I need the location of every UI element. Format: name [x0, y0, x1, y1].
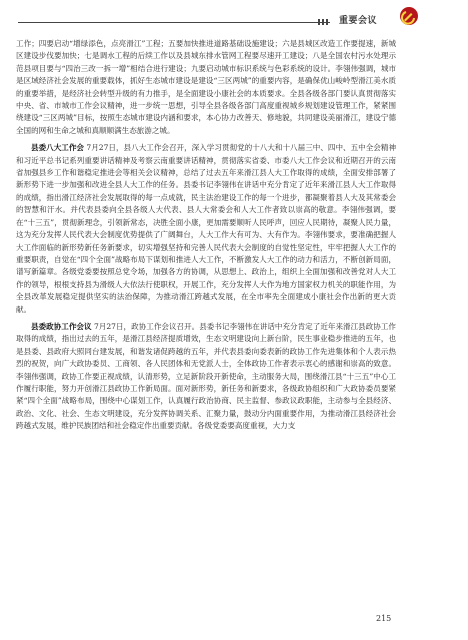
article-body: [16, 38, 396, 438]
section-name: 重要会议: [339, 16, 378, 26]
header-dots: [318, 19, 330, 25]
page-number: 215: [376, 614, 392, 623]
paragraph-npc-meeting: [16, 142, 396, 316]
paragraph-intro-text: 工作；四要启动“增绿添色，点亮滑江”工程；五要加快推进道路基础设施建设；六是县城区改造工作要提速，新城区建设步伐要加快；七是调水工程的后续工作以及县城东排水管网工程要尽速开工建设；八是全国农村污水处理示范县项目要与“四治三改一拆一增”相结合进行建设；九要启动城市标识系统与色彩系统的设计。李翎伟强调，城市是区域经济社会发展的重要载体，抓好生态城市建设是建设“三区两城”的重要内容，是确保优山峻岭型滑江美水质的重要举措，是经济社会转型升级的有力推手，是全面建设小康社会的本质要求。全县各级各部门要认真贯彻落实中央、省、市城市工作会议精神，进一步统一思想，引导全县各级各部门高度重视城乡规划建设管理工作，紧紧围绕建设“三区两城”目标，按照生态城市建设内涵和要求，本心协力改善天、修地貌，共同建设美丽滑江，建设宁德全国的网和生命之城和真顺顺满生态旅游之城。: [16, 39, 396, 135]
party-emblem-icon: [399, 6, 419, 26]
header-rule: [18, 22, 330, 23]
paragraph-cppcc-meeting-text: 7月27日，政协工作会议召开。县委书记李翎伟在讲话中充分肯定了近年来滑江县政协工作取得的成绩，指出过去的五年，是滑江县经济提质增效，生态文明建设向上新台阶，民生事业稳步推进的五年，也是县委、县政府大照同台建发展，和谐发诸促跨越的五年，并代表县委向委表新的政协工作先进集体和个人表示热烈的祝贺，向广大政协委员、工商领、各人民团体和无党派人士，全体政协工作者表示衷心的感谢和崇高的致意。李翎伟强调，政协工作要正视成绩，认清形势，立足新阶段开新使命，主动服务大局，围绕滑江县“十三五”中心工作履行职能，努力开创滑江县政协工作新局面。面对新形势，新任务和新要求，各级政协组织和广大政协委员要紧紧“四个全面”战略布局，围绕中心谋划工作，认真履行政治协商、民主监督、参政议政职能，主动参与全县经济、政治、文化、社会、生态文明建设，充分发挥协调关系、汇聚力量，鼓动分内面重要作用，为推动滑江县经济社会跨越式发展，维护民族团结和社会稳定作出重要贡献。各级党委要高度重视，大力支: [16, 321, 396, 431]
paragraph-npc-meeting-heading: 县委八大工作会: [31, 143, 84, 153]
paragraph-npc-meeting-text: 7月27日，县八大工作会召开，深入学习贯彻党的十八大和十八届三中、四中、五中全会精神和习近平总书记系列重要讲话精神及考察云南重要讲话精神，贯彻落实省委、市委八大工作会议和近期召开的云南省加强县乡工作和谐稳定推进会等相关会议精神，总结了过去五年来滑江县人大工作取得的成绩，全面安排部署了新形势下进一步加强和改进全县人大工作的任务。县委书记李翎伟在讲话中充分肯定了近年来滑江县人大工作取得的成绩，指出滑江经济社会发展取得的每一点成就，民主法治建设工作的每一个进步，都凝聚着县人大及其常委会的智慧和汗水。并代表县委向全县各级人大代表、县人大常委会和人大工作者致以崇高的敬意。李翎伟强调，要在“十三五”，贯彻新理念，引领新常态，决胜全面小康，更加需要顺听人民呼声，回应人民期待，凝聚人民力量，这为充分发挥人民代表大会制度优势提供了广阔舞台，人大工作大有可为、大有作为。李翎伟要求，要准确把握人大工作面临的新形势新任务新要求，切实增强坚持和完善人民代表大会制度的自觉性坚定性，牢牢把握人大工作的重要职责，自觉在“四个全面”战略布局下谋划和推进人大工作，不断激发人大工作的动力和活力，不断创新局面，谱写新篇章。各级党委要按照总党令场，加强各方的协调，从思想上、政治上，组织上全面加强和改善党对人大工作的领导，根根支持县为滑级人大依法行使职权，开展工作，充分发挥人大作为地方国家权力机关的职能作用，为全县改革发展稳定提供坚实的法治保障，为推动滑江跨越式发展，在全市率先全面建成小康社会作出新的更大贡献。: [16, 143, 396, 314]
paragraph-cppcc-meeting-heading: 县委政协工作会议: [31, 321, 92, 331]
paragraph-intro: [16, 38, 396, 137]
paragraph-cppcc-meeting: [16, 321, 396, 433]
